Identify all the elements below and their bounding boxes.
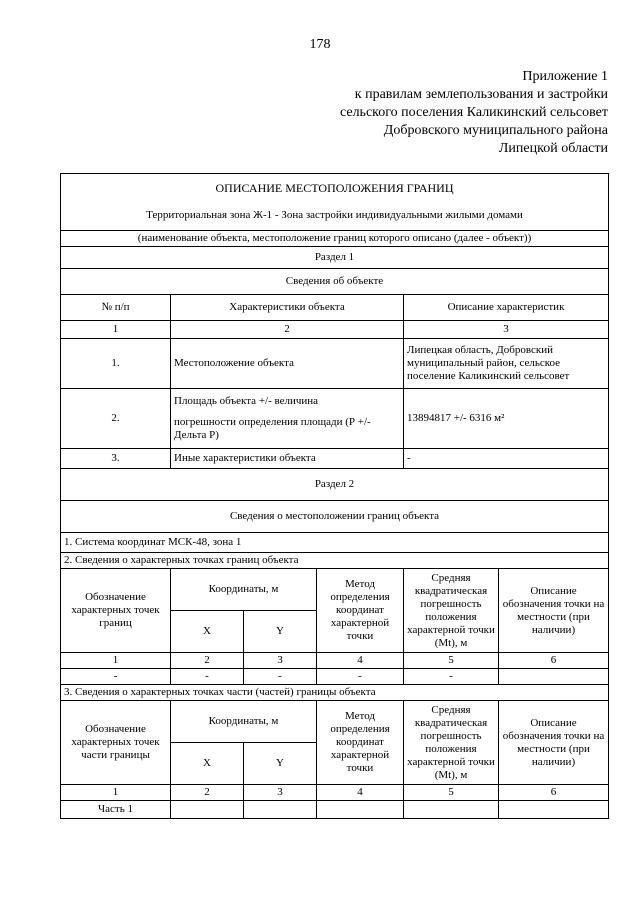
cell [404,801,499,819]
table-row [61,389,609,449]
cell [171,801,244,819]
section2-subtitle: Сведения о местоположении границ объекта [61,501,609,533]
cell: - [244,669,317,685]
col-index: 1 [61,785,171,801]
cell [317,801,404,819]
t1-h-method: Метод определения координат характерной точки [317,569,404,653]
section1-label: Раздел 1 [61,247,609,269]
col-char-header: Характеристики объекта [171,295,404,321]
col-index: 5 [404,653,499,669]
points-title: 2. Сведения о характерных точках границ объекта [61,553,609,569]
col-desc-header: Описание характеристик [404,295,609,321]
cell [499,801,609,819]
appendix-line: сельского поселения Каликинский сельсовет [339,105,608,120]
t2-h-coords: Координаты, м [171,701,317,743]
appendix-line: Добровского муниципального района [383,123,608,138]
col-index: 1 [61,321,171,339]
col-index: 2 [171,321,404,339]
row-char: Местоположение объекта [171,339,404,389]
document-header [61,174,609,231]
page-number: 178 [309,37,331,52]
part-label: Часть 1 [61,801,171,819]
t1-h-name: Обозначение характерных точек границ [61,569,171,653]
cell [244,801,317,819]
t2-h-desc: Описание обозначения точки на местности (при наличии) [499,701,609,785]
cell [499,669,609,685]
col-index: 6 [499,653,609,669]
t1-h-y: Y [244,611,317,653]
col-index: 2 [171,785,244,801]
t2-h-name: Обозначение характерных точек части границы [61,701,171,785]
cell: - [171,669,244,685]
row-desc: 13894817 +/- 6316 м² [404,389,609,449]
t2-h-y: Y [244,743,317,785]
col-index: 1 [61,653,171,669]
row-char: Иные характеристики объекта [171,449,404,469]
cell: - [404,669,499,685]
t2-h-error: Средняя квадратическая погрешность положения характерной точки (Mt), м [404,701,499,785]
boundary-description-table [60,173,609,819]
col-index: 6 [499,785,609,801]
t2-h-x: X [171,743,244,785]
section2-label: Раздел 2 [61,469,609,501]
col-index: 4 [317,785,404,801]
table-row [61,801,609,819]
row-char-line1: Площадь объекта +/- величина [174,395,319,407]
row-desc: Липецкая область, Добровский муниципальный район, сельское поселение Каликинский сельсовет [404,339,609,389]
t1-h-error: Средняя квадратическая погрешность положения характерной точки (Mt), м [404,569,499,653]
zone-name: Территориальная зона Ж-1 - Зона застройки индивидуальными жилыми домами [146,209,523,221]
document-title: ОПИСАНИЕ МЕСТОПОЛОЖЕНИЯ ГРАНИЦ [215,181,454,195]
col-num-header: № п/п [61,295,171,321]
table-row [61,339,609,389]
section1-subtitle: Сведения об объекте [61,269,609,295]
appendix-block [340,68,608,158]
col-index: 3 [244,785,317,801]
cell: - [61,669,171,685]
coordinate-system: 1. Система координат МСК-48, зона 1 [61,533,609,553]
col-index: 5 [404,785,499,801]
appendix-line: Приложение 1 [522,69,608,84]
zone-note: (наименование объекта, местоположение границ которого описано (далее - объект)) [61,231,609,247]
t2-h-method: Метод определения координат характерной точки [317,701,404,785]
col-index: 4 [317,653,404,669]
row-char-line2: погрешности определения площади (Р +/- Дельта Р) [174,416,371,441]
table-row [61,449,609,469]
row-desc: - [404,449,609,469]
parts-title: 3. Сведения о характерных точках части (частей) границы объекта [61,685,609,701]
t1-h-x: X [171,611,244,653]
row-char [171,389,404,449]
col-index: 3 [404,321,609,339]
t1-h-desc: Описание обозначения точки на местности (при наличии) [499,569,609,653]
cell: - [317,669,404,685]
table-row [61,669,609,685]
appendix-line: к правилам землепользования и застройки [354,87,608,102]
appendix-line: Липецкой области [498,141,608,156]
row-num: 1. [61,339,171,389]
t1-h-coords: Координаты, м [171,569,317,611]
row-num: 3. [61,449,171,469]
col-index: 2 [171,653,244,669]
row-num: 2. [61,389,171,449]
col-index: 3 [244,653,317,669]
